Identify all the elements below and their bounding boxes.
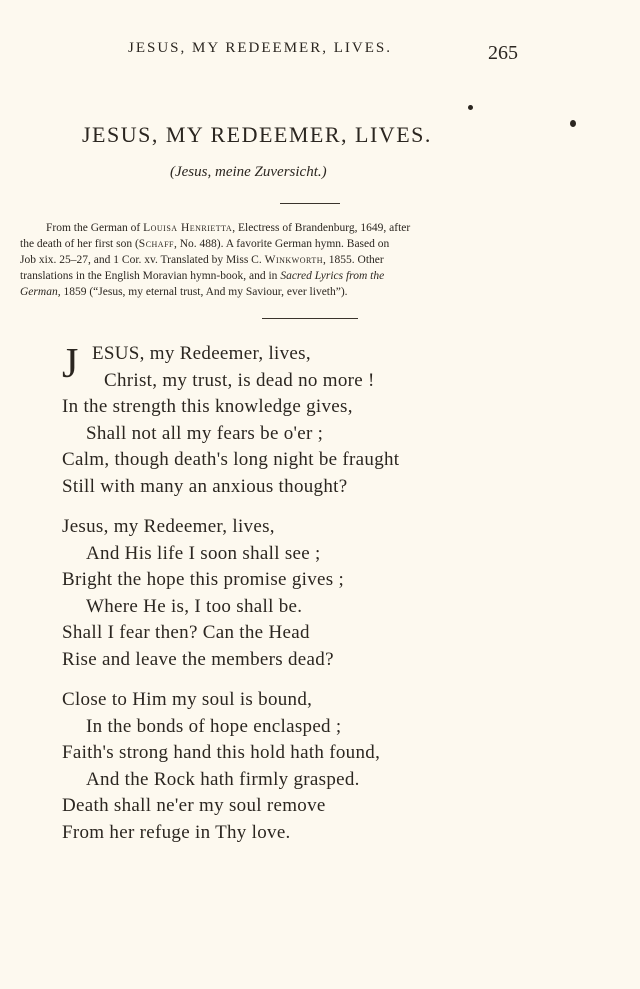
divider-rule xyxy=(262,318,358,319)
verse-line: Shall I fear then? Can the Head xyxy=(62,622,310,643)
hymn-subtitle: (Jesus, meine Zuversicht.) xyxy=(170,164,327,180)
verse-line: Faith's strong hand this hold hath found, xyxy=(62,742,381,763)
verse-line: Rise and leave the members dead? xyxy=(62,648,334,670)
verse-line: Calm, though death's long night be fraught xyxy=(62,449,400,470)
running-head: JESUS, MY REDEEMER, LIVES. xyxy=(128,40,392,56)
verse-line: And His life I soon shall see ; xyxy=(86,542,321,564)
stanza-2 xyxy=(62,514,344,673)
verse-line: Where He is, I too shall be. xyxy=(86,595,303,617)
note-line: From the German of Louisa Henrietta, Electress of Brandenburg, 1649, after xyxy=(46,222,411,234)
note-line: the death of her first son (Schaff, No. 488). A favorite German hymn. Based on xyxy=(20,238,390,250)
verse-line: In the bonds of hope enclasped ; xyxy=(86,715,342,737)
verse-line: From her refuge in Thy love. xyxy=(62,821,291,843)
ink-speck xyxy=(570,120,576,127)
verse-line: Jesus, my Redeemer, lives, xyxy=(62,516,275,537)
drop-cap: J xyxy=(62,341,79,387)
source-note xyxy=(20,220,520,300)
hymn-title: JESUS, MY REDEEMER, LIVES. xyxy=(82,122,432,147)
stanza-3 xyxy=(62,687,380,846)
verse-line: Still with many an anxious thought? xyxy=(62,475,348,497)
verse-line: J ESUS, my Redeemer, lives, xyxy=(62,341,311,387)
verse-line: Christ, my trust, is dead no more ! xyxy=(104,369,375,391)
page-number: 265 xyxy=(488,42,518,64)
verse-line: Shall not all my fears be o'er ; xyxy=(86,422,324,444)
verse-line: And the Rock hath firmly grasped. xyxy=(86,768,360,790)
note-line: translations in the English Moravian hymn-book, and in Sacred Lyrics from the xyxy=(20,270,385,282)
stanza-1 xyxy=(62,341,399,500)
divider-rule xyxy=(280,203,340,204)
note-line: German, 1859 (“Jesus, my eternal trust, And my Saviour, ever liveth”). xyxy=(20,286,348,298)
verse-line: Bright the hope this promise gives ; xyxy=(62,569,345,590)
ink-speck xyxy=(468,105,473,110)
verse-line: Death shall ne'er my soul remove xyxy=(62,795,326,816)
verse-line: Close to Him my soul is bound, xyxy=(62,689,313,710)
verse-line: In the strength this knowledge gives, xyxy=(62,396,353,417)
note-line: Job xix. 25–27, and 1 Cor. xv. Translated by Miss C. Winkworth, 1855. Other xyxy=(20,254,384,266)
